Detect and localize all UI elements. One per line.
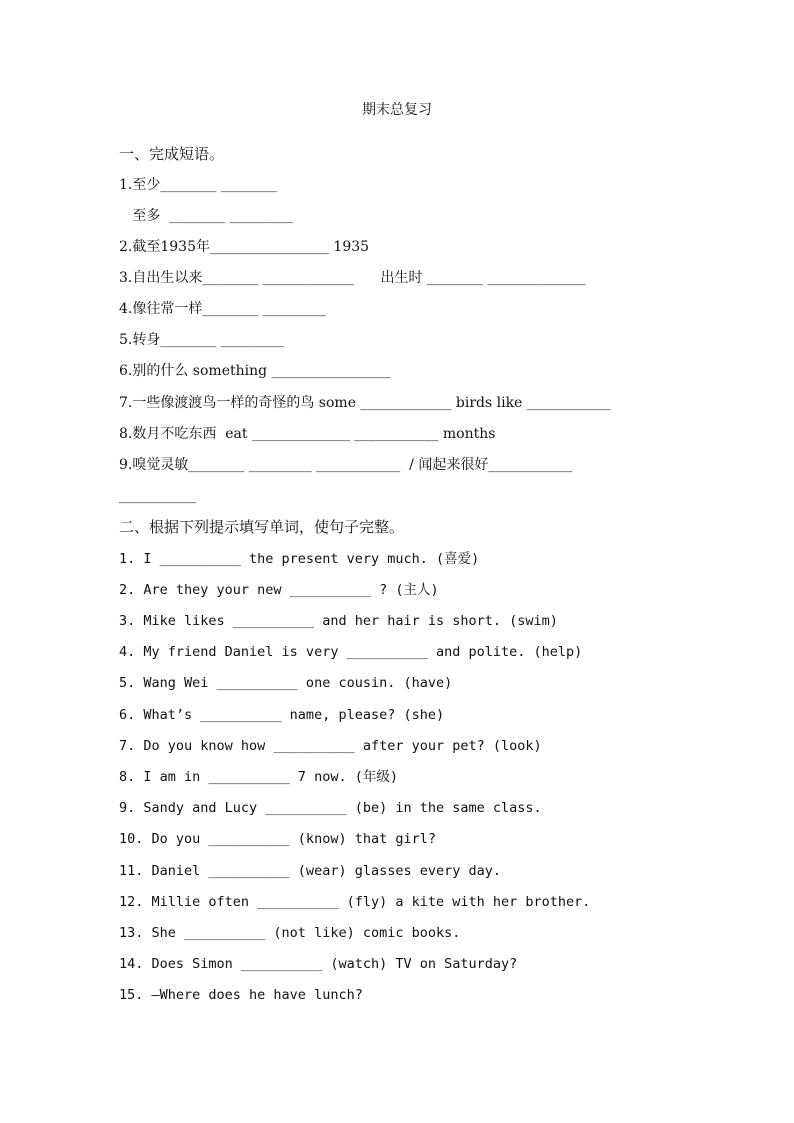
section2-line: 15. —Where does he have lunch? [119,987,363,1003]
section1-line: 6.别的什么 something _________________ [119,363,391,379]
page-title: 期末总复习 [362,102,432,118]
section2-line: 6. What’s __________ name, please? (she) [119,707,445,723]
section2-line: 2. Are they your new __________ ? (主人) [119,582,439,598]
section2-line: 13. She __________ (not like) comic books. [119,925,461,941]
section1-line: 1.至少________ ________ [119,177,277,193]
section2-line: 14. Does Simon __________ (watch) TV on Saturday? [119,956,518,972]
section1-heading: 一、完成短语。 [119,145,225,163]
section2-line: 12. Millie often __________ (fly) a kite with her brother. [119,894,591,910]
section1-line: 5.转身________ _________ [119,332,284,348]
section1-line: 9.嗅觉灵敏________ _________ ____________ / 闻起来很好____________ [119,457,573,473]
section2-line: 7. Do you know how __________ after your pet? (look) [119,738,542,754]
section1-line: 4.像往常一样________ _________ [119,301,326,317]
section2-line: 1. I __________ the present very much. (喜爱) [119,551,480,567]
section2-line: 4. My friend Daniel is very __________ and polite. (help) [119,644,583,660]
section1-line: 7.一些像渡渡鸟一样的奇怪的鸟 some _____________ birds like ____________ [119,395,611,411]
section2-heading: 二、根据下列提示填写单词，使句子完整。 [119,518,405,536]
section1-line: ___________ [119,488,196,504]
section1-line: 8.数月不吃东西 eat ______________ ____________ months [119,426,496,442]
section2-line: 3. Mike likes __________ and her hair is short. (swim) [119,613,558,629]
section2-line: 10. Do you __________ (know) that girl? [119,831,436,847]
section2-line: 5. Wang Wei __________ one cousin. (have) [119,675,453,691]
section2-line: 9. Sandy and Lucy __________ (be) in the same class. [119,800,542,816]
section2-line: 11. Daniel __________ (wear) glasses every day. [119,863,502,879]
section1-line: 2.截至1935年_________________ 1935 [119,239,370,255]
section1-line: 至多 ________ _________ [119,208,293,224]
section1-line: 3.自出生以来________ _____________ 出生时 ________ ______________ [119,270,586,286]
section2-line: 8. I am in __________ 7 now. (年级) [119,769,398,785]
